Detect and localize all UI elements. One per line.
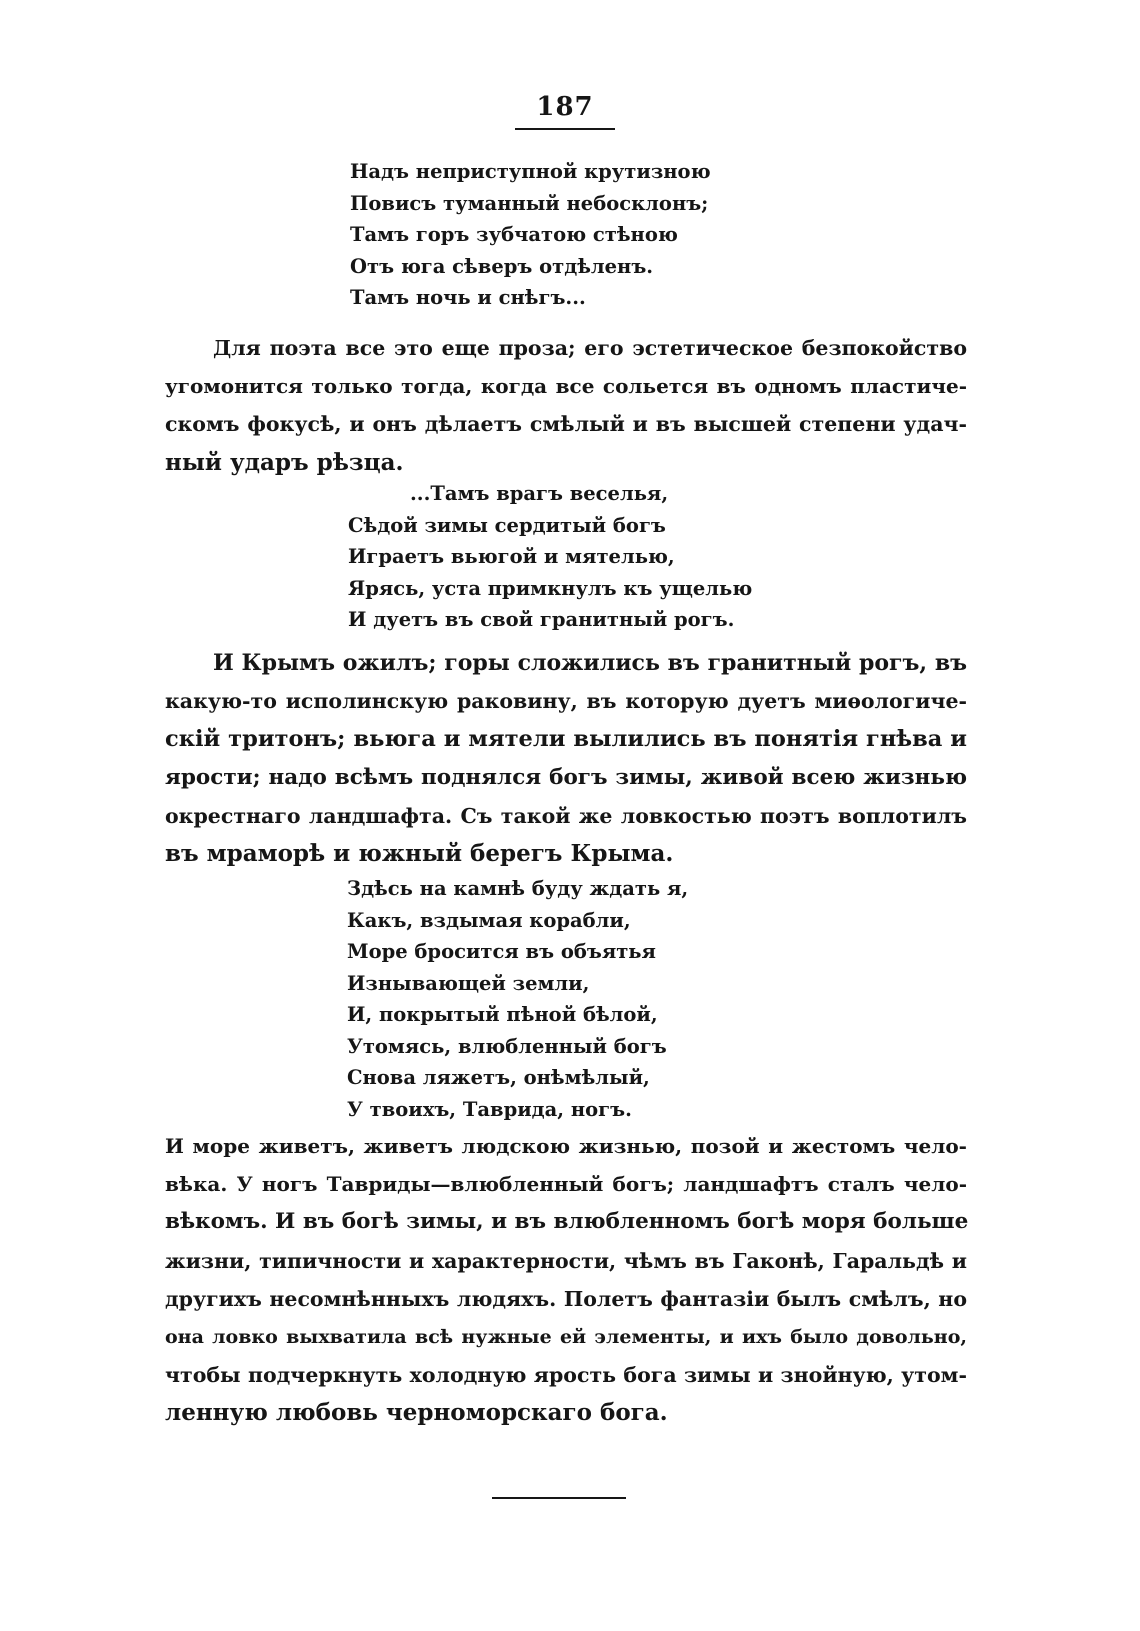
verse-2 (348, 478, 752, 636)
verse-line: ...Тамъ врагъ веселья, (410, 482, 669, 505)
verse-line: Какъ, вздымая корабли, (347, 908, 631, 932)
paragraph-3 (165, 1127, 967, 1433)
paragraph-line: вѣкомъ. И въ богѣ зимы, и въ влюбленномъ богѣ моря больше (165, 1209, 969, 1235)
verse-line: Море бросится въ объятья (347, 940, 656, 963)
verse-line: Снова ляжетъ, онѣмѣлый, (347, 1066, 650, 1089)
paragraph-line: Для поэта все это еще проза; его эстетическое безпокойство (213, 336, 967, 360)
verse-3 (347, 873, 688, 1125)
paragraph-line: жизни, типичности и характерности, чѣмъ въ Гаконѣ, Гаральдѣ и (165, 1248, 967, 1273)
verse-line: Ярясь, уста примкнулъ къ ущелью (348, 576, 753, 600)
verse-line: Сѣдой зимы сердитый богъ (348, 513, 666, 537)
paragraph-line: чтобы подчеркнуть холодную ярость бога зимы и знойную, утом- (165, 1363, 967, 1388)
verse-line: И, покрытый пѣной бѣлой, (347, 1003, 658, 1026)
paragraph-line: какую-то исполинскую раковину, въ которую дуетъ миѳологиче- (165, 689, 967, 714)
paragraph-line: въ мраморѣ и южный берегъ Крыма. (165, 840, 674, 868)
paragraph-line: угомонится только тогда, когда все сольется въ одномъ пластиче- (165, 374, 967, 399)
paragraph-line: И Крымъ ожилъ; горы сложились въ гранитный рогъ, въ (213, 650, 967, 676)
verse-line: И дуетъ въ свой гранитный рогъ. (348, 608, 735, 631)
paragraph-line: ный ударъ рѣзца. (165, 448, 404, 476)
paragraph-line: вѣка. У ногъ Тавриды—влюбленный богъ; ландшафтъ сталъ чело- (165, 1172, 967, 1197)
paragraph-line: скій тритонъ; вьюга и мятели вылились въ понятія гнѣва и (165, 726, 967, 753)
paragraph-line: другихъ несомнѣнныхъ людяхъ. Полетъ фантазіи былъ смѣлъ, но (165, 1286, 967, 1311)
verse-line: Утомясь, влюбленный богъ (347, 1034, 667, 1058)
page-number: 187 (536, 92, 594, 122)
paragraph-2 (165, 644, 967, 873)
verse-line: Здѣсь на камнѣ буду ждать я, (347, 877, 689, 900)
verse-line: Изнывающей земли, (347, 971, 590, 995)
verse-line: Отъ юга сѣверъ отдѣленъ. (350, 254, 654, 278)
paragraph-1 (165, 329, 967, 482)
verse-1 (350, 156, 711, 314)
paragraph-line: она ловко выхватила всѣ нужные ей элементы, и ихъ было довольно, (165, 1326, 967, 1349)
footer-rule (492, 1497, 626, 1499)
paragraph-line: ярости; надо всѣмъ поднялся богъ зимы, живой всею жизнью (165, 764, 967, 790)
paragraph-line: окрестнаго ландшафта. Съ такой же ловкостью поэтъ воплотилъ (165, 803, 967, 828)
verse-line: Играетъ вьюгой и мятелью, (348, 545, 675, 568)
paragraph-line: ленную любовь черноморскаго бога. (165, 1399, 668, 1427)
verse-line: Тамъ ночь и снѣгъ... (350, 286, 586, 309)
verse-line: Надъ неприступной крутизною (350, 160, 711, 183)
header-rule (515, 128, 615, 130)
verse-line: Повисъ туманный небосклонъ; (350, 191, 709, 215)
paragraph-line: скомъ фокусѣ, и онъ дѣлаетъ смѣлый и въ высшей степени удач- (165, 412, 967, 437)
paragraph-line: И море живетъ, живетъ людскою жизнью, позой и жестомъ чело- (165, 1134, 967, 1158)
verse-line: Тамъ горъ зубчатою стѣною (350, 223, 678, 246)
verse-line: У твоихъ, Таврида, ногъ. (347, 1097, 632, 1121)
